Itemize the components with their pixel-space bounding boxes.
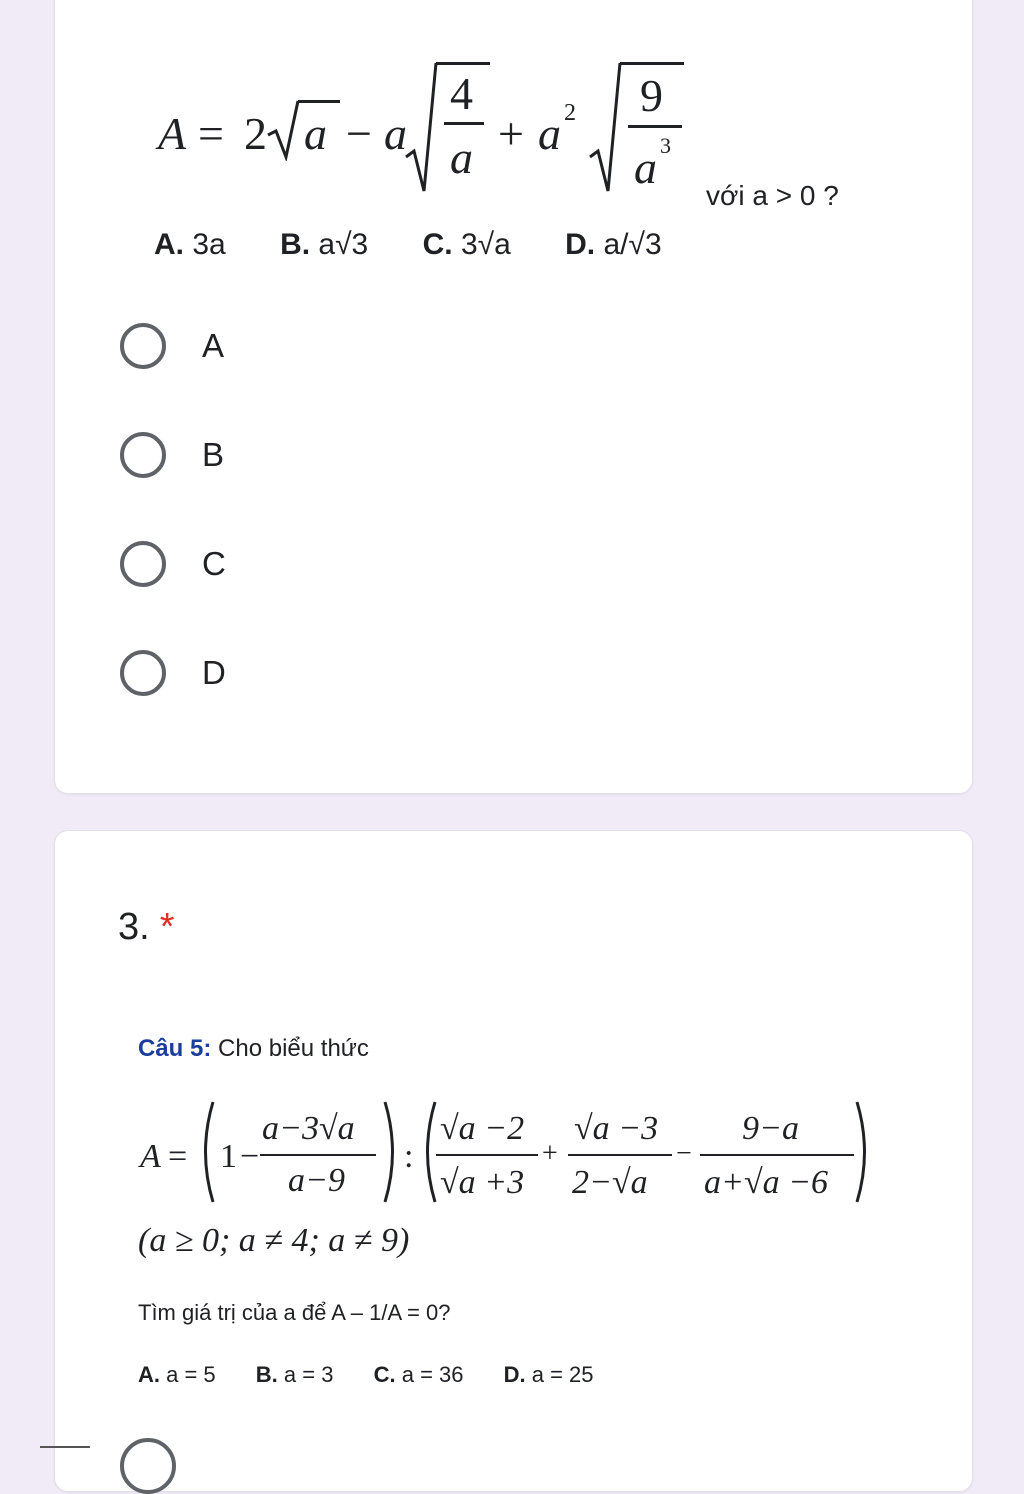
radio-label: D <box>202 654 226 691</box>
formula-radicand: a <box>304 108 327 159</box>
fraction-denominator: √a +3 <box>440 1164 525 1201</box>
fraction-denominator: a−9 <box>288 1162 345 1199</box>
choice-value: a/√3 <box>603 228 662 261</box>
choice-b <box>256 1362 334 1387</box>
formula-eq: = <box>168 1138 188 1175</box>
formula-plus: + <box>498 108 524 159</box>
question-intro <box>138 1035 369 1063</box>
choice-c <box>423 228 511 261</box>
choice-a <box>138 1362 216 1387</box>
choice-value: 3a <box>192 228 226 261</box>
choice-a <box>154 228 226 261</box>
question-number: 3. <box>118 906 150 948</box>
fraction-numerator: 9 <box>640 70 663 121</box>
formula-minus: − <box>240 1138 260 1175</box>
fraction-denominator: 2−√a <box>572 1164 648 1201</box>
radio-option-b[interactable] <box>120 427 224 483</box>
radical-sign <box>404 61 438 195</box>
choice-value: a = 25 <box>531 1362 594 1387</box>
question-text: Tìm giá trị của a để A – 1/A = 0? <box>138 1300 451 1325</box>
radio-label: C <box>202 545 226 582</box>
choice-value: a√3 <box>318 228 369 261</box>
fraction-numerator: 9−a <box>742 1110 799 1147</box>
formula-minus: − <box>346 108 372 159</box>
choice-value: a = 36 <box>401 1362 464 1387</box>
fraction-numerator: a−3√a <box>262 1110 355 1147</box>
radio-option-a[interactable] <box>120 318 224 374</box>
paren-left <box>418 1100 438 1204</box>
choice-value: a = 3 <box>283 1362 334 1387</box>
condition-text: (a ≥ 0; a ≠ 4; a ≠ 9) <box>138 1222 410 1259</box>
radio-circle[interactable] <box>120 432 166 478</box>
formula-image <box>138 1092 878 1212</box>
radio-option-c[interactable] <box>120 536 226 592</box>
fraction-numerator: √a −2 <box>440 1110 525 1147</box>
paren-right <box>854 1100 874 1204</box>
condition-text: với a > 0 ? <box>706 180 839 211</box>
divider <box>40 1446 90 1448</box>
formula-exponent: 2 <box>564 100 576 126</box>
choice-letter: C. <box>422 228 453 261</box>
formula-plus: + <box>542 1138 558 1169</box>
choice-letter: C. <box>373 1362 396 1387</box>
radio-circle[interactable] <box>120 650 166 696</box>
radio-circle[interactable] <box>120 541 166 587</box>
choice-c <box>374 1362 464 1387</box>
fraction-line <box>436 1154 538 1156</box>
fraction-denominator: a+√a −6 <box>704 1164 829 1201</box>
radio-label: B <box>202 436 225 473</box>
choices-line <box>138 1362 628 1388</box>
fraction-numerator: 4 <box>450 68 473 119</box>
fraction-line <box>444 122 484 125</box>
formula-coef-a: a <box>384 108 407 159</box>
choice-value: a = 5 <box>166 1362 216 1387</box>
formula-lhs: A <box>158 108 187 159</box>
required-mark: * <box>159 906 175 948</box>
formula-one: 1 <box>220 1138 237 1175</box>
paren-left <box>196 1100 216 1204</box>
choice-d <box>504 1362 594 1387</box>
fraction-line <box>628 125 682 128</box>
formula-minus: − <box>676 1138 692 1169</box>
paren-right <box>382 1100 402 1204</box>
fraction-line <box>700 1154 854 1156</box>
choice-value: 3√a <box>460 228 511 261</box>
fraction-numerator: √a −3 <box>574 1110 659 1147</box>
formula-lhs: A <box>140 1138 161 1175</box>
choice-letter: B. <box>280 228 311 261</box>
fraction-line <box>568 1154 672 1156</box>
choice-letter: A. <box>154 228 184 261</box>
formula-image <box>158 55 698 205</box>
radical-sign <box>266 99 300 161</box>
radio-circle[interactable] <box>120 323 166 369</box>
formula-coef: 2 <box>244 108 267 159</box>
formula-eq: = <box>198 108 224 159</box>
choice-b <box>280 228 368 261</box>
fraction-denominator: a <box>450 132 473 183</box>
radio-circle[interactable] <box>120 1438 176 1494</box>
formula-colon: : <box>404 1138 414 1175</box>
radio-option-d[interactable] <box>120 645 226 701</box>
choice-d <box>565 228 662 261</box>
fraction-denominator: a <box>634 142 657 193</box>
question-intro-text: Cho biểu thức <box>218 1035 369 1062</box>
radical-bar <box>620 62 684 65</box>
question-title <box>118 906 175 949</box>
choice-letter: B. <box>255 1362 278 1387</box>
radical-bar <box>298 100 340 103</box>
radio-label: A <box>202 327 225 364</box>
formula-base: a <box>538 108 561 159</box>
choice-letter: A. <box>138 1362 160 1387</box>
choice-letter: D. <box>565 228 596 261</box>
question-label: Câu 5: <box>138 1035 212 1062</box>
formula-exponent: 3 <box>660 133 671 158</box>
choice-letter: D. <box>503 1362 526 1387</box>
choices-line <box>154 228 708 262</box>
radical-bar <box>436 62 490 65</box>
radical-sign <box>588 61 622 195</box>
fraction-line <box>260 1154 376 1156</box>
